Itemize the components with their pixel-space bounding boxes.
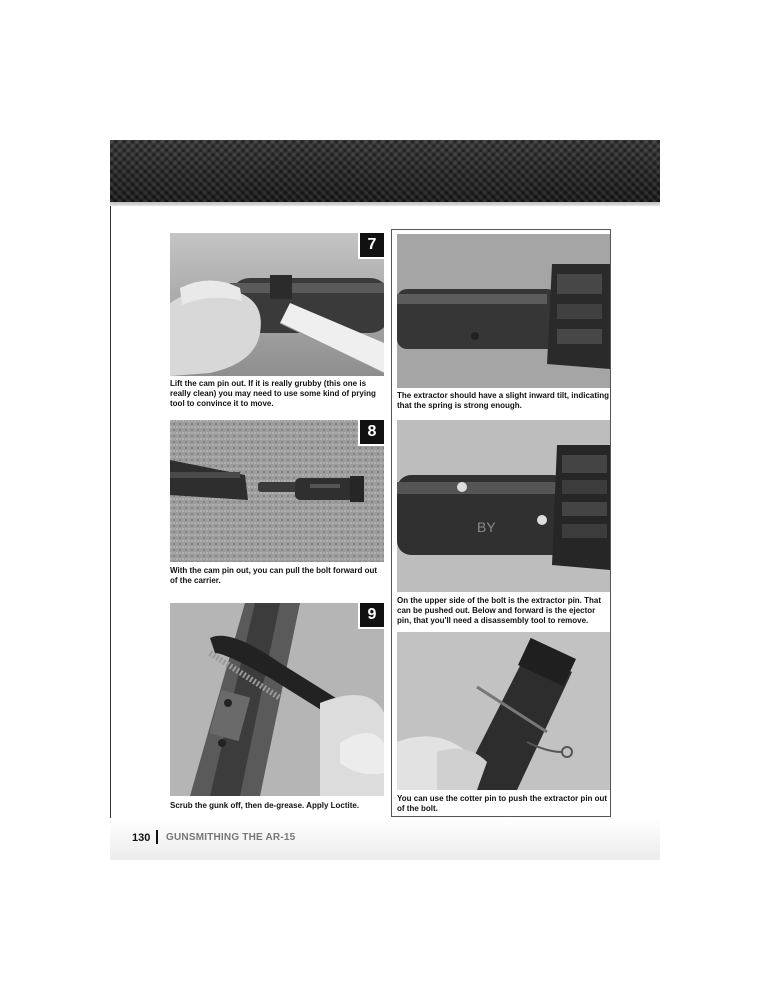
sidebar-photo-3 (397, 632, 610, 790)
header-banner (110, 140, 660, 202)
book-title: GUNSMITHING THE AR-15 (166, 832, 296, 843)
sidebar-caption-1: The extractor should have a slight inward tilt, indicating that the spring is strong enough. (397, 391, 610, 410)
header-banner-edge (110, 202, 660, 206)
figure-9-caption: Scrub the gunk off, then de-grease. Apply Loctite. (170, 801, 360, 810)
sidebar-caption-2: On the upper side of the bolt is the extractor pin. That can be pushed out. Below and forward is the ejector pin, that you'll need a disassembly tool to remove. (397, 596, 602, 625)
figure-number-badge: 8 (358, 420, 384, 446)
figure-8-caption: With the cam pin out, you can pull the bolt forward out of the carrier. (170, 566, 378, 585)
figure-number-badge: 7 (358, 233, 384, 259)
footer-divider (156, 830, 158, 844)
sidebar-photo-1 (397, 234, 610, 388)
figure-8-photo (170, 420, 384, 562)
figure-9-photo (170, 603, 384, 796)
page-number: 130 (132, 832, 151, 844)
page-spine (110, 140, 111, 860)
figure-7-caption: Lift the cam pin out. If it is really grubby (this one is really clean) you may need to use some kind of prying tool to convince it to move. (170, 379, 376, 408)
sidebar-photo-2 (397, 420, 610, 592)
figure-number-badge: 9 (358, 603, 384, 629)
bolt-stamp-text: BY (477, 519, 496, 535)
sidebar-caption-3: You can use the cotter pin to push the extractor pin out of the bolt. (397, 794, 608, 813)
figure-7-photo (170, 233, 384, 376)
